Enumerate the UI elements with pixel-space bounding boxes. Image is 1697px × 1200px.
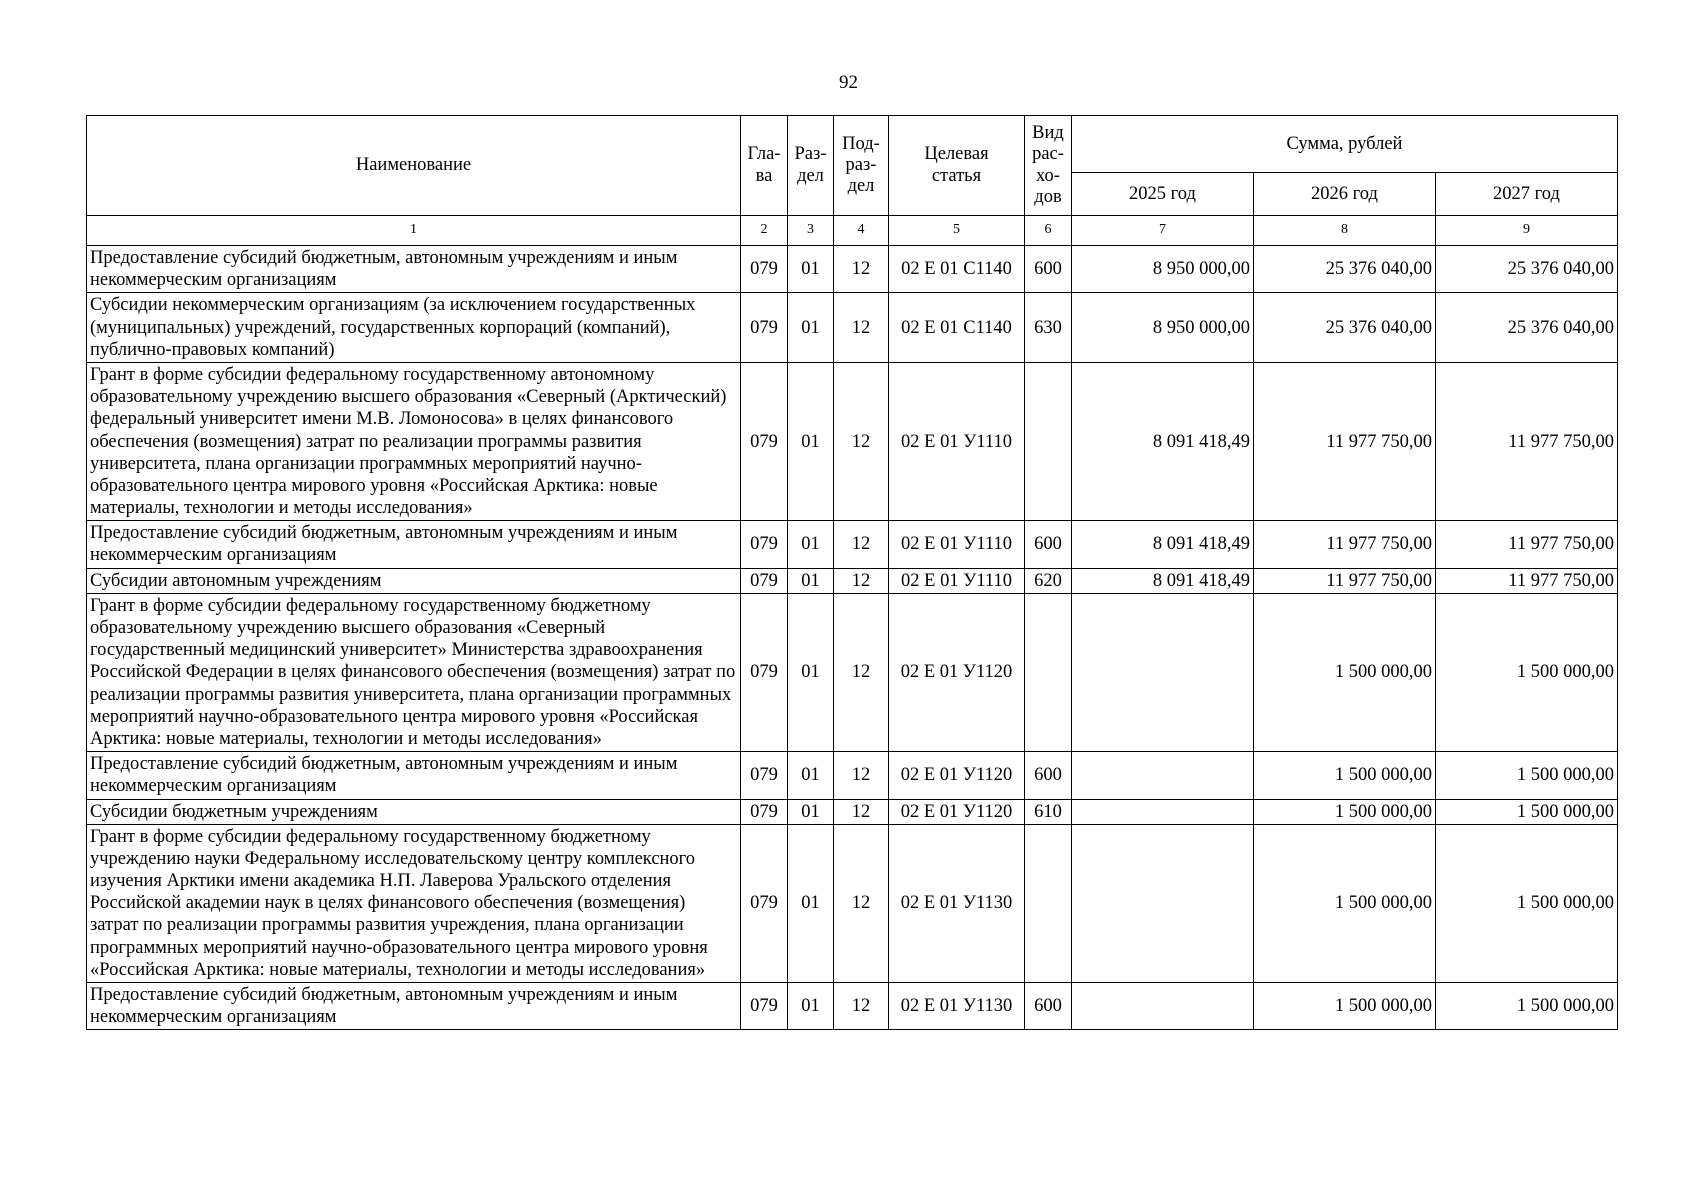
table-row [87, 362, 1618, 520]
cell-podrazdel: 12 [834, 568, 889, 593]
cell-sum-2027: 11 977 750,00 [1436, 568, 1618, 593]
header-glava: Гла- ва [741, 116, 788, 216]
header-year-2027: 2027 год [1436, 173, 1618, 216]
cell-sum-2025 [1072, 752, 1254, 799]
column-index: 5 [889, 216, 1025, 246]
column-index: 8 [1254, 216, 1436, 246]
cell-razdel: 01 [788, 568, 834, 593]
cell-vid-rashodov: 610 [1025, 799, 1072, 824]
cell-podrazdel: 12 [834, 521, 889, 568]
cell-celevaya-statya: 02 Е 01 У1110 [889, 568, 1025, 593]
cell-razdel: 01 [788, 752, 834, 799]
cell-podrazdel: 12 [834, 293, 889, 363]
table-row [87, 983, 1618, 1030]
cell-sum-2027: 11 977 750,00 [1436, 362, 1618, 520]
cell-podrazdel: 12 [834, 983, 889, 1030]
cell-podrazdel: 12 [834, 799, 889, 824]
cell-glava: 079 [741, 293, 788, 363]
cell-sum-2025 [1072, 799, 1254, 824]
cell-celevaya-statya: 02 Е 01 У1110 [889, 362, 1025, 520]
cell-celevaya-statya: 02 Е 01 У1130 [889, 983, 1025, 1030]
cell-sum-2026: 11 977 750,00 [1254, 362, 1436, 520]
column-index: 4 [834, 216, 889, 246]
cell-sum-2025 [1072, 983, 1254, 1030]
cell-glava: 079 [741, 824, 788, 982]
cell-sum-2027: 1 500 000,00 [1436, 824, 1618, 982]
table-body [87, 246, 1618, 1030]
cell-sum-2025: 8 950 000,00 [1072, 246, 1254, 293]
cell-vid-rashodov: 600 [1025, 752, 1072, 799]
cell-razdel: 01 [788, 593, 834, 751]
cell-name: Субсидии автономным учреждениям [87, 568, 741, 593]
cell-glava: 079 [741, 521, 788, 568]
cell-glava: 079 [741, 593, 788, 751]
column-index: 3 [788, 216, 834, 246]
cell-glava: 079 [741, 752, 788, 799]
column-index: 7 [1072, 216, 1254, 246]
cell-sum-2026: 25 376 040,00 [1254, 293, 1436, 363]
header-year-2025: 2025 год [1072, 173, 1254, 216]
cell-sum-2027: 1 500 000,00 [1436, 983, 1618, 1030]
cell-glava: 079 [741, 983, 788, 1030]
cell-celevaya-statya: 02 Е 01 У1120 [889, 752, 1025, 799]
cell-sum-2026: 1 500 000,00 [1254, 983, 1436, 1030]
cell-sum-2025: 8 950 000,00 [1072, 293, 1254, 363]
cell-razdel: 01 [788, 293, 834, 363]
cell-sum-2026: 11 977 750,00 [1254, 568, 1436, 593]
cell-celevaya-statya: 02 Е 01 У1130 [889, 824, 1025, 982]
cell-vid-rashodov [1025, 593, 1072, 751]
cell-sum-2027: 1 500 000,00 [1436, 799, 1618, 824]
header-celevaya-statya: Целевая статья [889, 116, 1025, 216]
cell-vid-rashodov: 600 [1025, 246, 1072, 293]
table-row [87, 568, 1618, 593]
cell-name: Грант в форме субсидии федеральному государственному автономному образовательному учреждению высшего образования «Северный (Арктический) федеральный университет имени М.В. Ломоносова» в целях финансового обеспечения (возмещения) затрат по реализации программы развития университета, плана организации программных мероприятий научно-образовательного центра мирового уровня «Российская Арктика: новые материалы, технологии и методы исследования» [87, 362, 741, 520]
cell-sum-2027: 11 977 750,00 [1436, 521, 1618, 568]
table-row [87, 752, 1618, 799]
cell-podrazdel: 12 [834, 593, 889, 751]
cell-name: Предоставление субсидий бюджетным, автономным учреждениям и иным некоммерческим организациям [87, 521, 741, 568]
table-row [87, 824, 1618, 982]
table-header [87, 116, 1618, 246]
cell-podrazdel: 12 [834, 362, 889, 520]
cell-sum-2025: 8 091 418,49 [1072, 362, 1254, 520]
column-index: 2 [741, 216, 788, 246]
cell-razdel: 01 [788, 521, 834, 568]
cell-celevaya-statya: 02 Е 01 У1120 [889, 593, 1025, 751]
cell-celevaya-statya: 02 Е 01 С1140 [889, 293, 1025, 363]
cell-razdel: 01 [788, 983, 834, 1030]
cell-vid-rashodov: 600 [1025, 521, 1072, 568]
cell-sum-2025 [1072, 824, 1254, 982]
cell-vid-rashodov: 620 [1025, 568, 1072, 593]
column-index: 1 [87, 216, 741, 246]
cell-vid-rashodov [1025, 824, 1072, 982]
cell-razdel: 01 [788, 362, 834, 520]
cell-sum-2026: 1 500 000,00 [1254, 799, 1436, 824]
cell-sum-2027: 1 500 000,00 [1436, 593, 1618, 751]
page-number: 92 [839, 72, 858, 93]
cell-sum-2026: 25 376 040,00 [1254, 246, 1436, 293]
cell-name: Субсидии бюджетным учреждениям [87, 799, 741, 824]
cell-celevaya-statya: 02 Е 01 С1140 [889, 246, 1025, 293]
cell-sum-2025: 8 091 418,49 [1072, 521, 1254, 568]
cell-vid-rashodov: 630 [1025, 293, 1072, 363]
cell-sum-2025 [1072, 593, 1254, 751]
cell-podrazdel: 12 [834, 824, 889, 982]
header-podrazdel: Под- раз- дел [834, 116, 889, 216]
column-index: 6 [1025, 216, 1072, 246]
cell-vid-rashodov: 600 [1025, 983, 1072, 1030]
cell-sum-2025: 8 091 418,49 [1072, 568, 1254, 593]
table-row [87, 293, 1618, 363]
cell-podrazdel: 12 [834, 246, 889, 293]
cell-name: Предоставление субсидий бюджетным, автономным учреждениям и иным некоммерческим организациям [87, 983, 741, 1030]
cell-razdel: 01 [788, 246, 834, 293]
cell-celevaya-statya: 02 Е 01 У1110 [889, 521, 1025, 568]
cell-sum-2027: 25 376 040,00 [1436, 293, 1618, 363]
cell-sum-2027: 25 376 040,00 [1436, 246, 1618, 293]
cell-sum-2026: 11 977 750,00 [1254, 521, 1436, 568]
cell-sum-2027: 1 500 000,00 [1436, 752, 1618, 799]
cell-glava: 079 [741, 799, 788, 824]
cell-razdel: 01 [788, 799, 834, 824]
cell-sum-2026: 1 500 000,00 [1254, 824, 1436, 982]
cell-sum-2026: 1 500 000,00 [1254, 593, 1436, 751]
budget-table [86, 115, 1618, 1030]
header-summa: Сумма, рублей [1072, 116, 1618, 173]
cell-glava: 079 [741, 362, 788, 520]
table-row [87, 799, 1618, 824]
cell-name: Субсидии некоммерческим организациям (за исключением государственных (муниципальных) учреждений, государственных корпораций (компаний), публично-правовых компаний) [87, 293, 741, 363]
cell-glava: 079 [741, 568, 788, 593]
header-year-2026: 2026 год [1254, 173, 1436, 216]
cell-celevaya-statya: 02 Е 01 У1120 [889, 799, 1025, 824]
cell-name: Грант в форме субсидии федеральному государственному бюджетному образовательному учреждению высшего образования «Северный государственный медицинский университет» Министерства здравоохранения Российской Федерации в целях финансового обеспечения (возмещения) затрат по реализации программы развития университета, плана организации программных мероприятий научно-образовательного центра мирового уровня «Российская Арктика: новые материалы, технологии и методы исследования» [87, 593, 741, 751]
header-razdel: Раз- дел [788, 116, 834, 216]
cell-glava: 079 [741, 246, 788, 293]
header-name: Наименование [87, 116, 741, 216]
cell-podrazdel: 12 [834, 752, 889, 799]
header-vid-rashodov: Вид рас- хо- дов [1025, 116, 1072, 216]
cell-name: Грант в форме субсидии федеральному государственному бюджетному учреждению науки Федеральному исследовательскому центру комплексного изучения Арктики имени академика Н.П. Лаверова Уральского отделения Российской академии наук в целях финансового обеспечения (возмещения) затрат по реализации программы развития учреждения, плана организации программных мероприятий научно-образовательного центра мирового уровня «Российская Арктика: новые материалы, технологии и методы исследования» [87, 824, 741, 982]
table-row [87, 593, 1618, 751]
cell-name: Предоставление субсидий бюджетным, автономным учреждениям и иным некоммерческим организациям [87, 752, 741, 799]
column-index: 9 [1436, 216, 1618, 246]
cell-razdel: 01 [788, 824, 834, 982]
table-row [87, 246, 1618, 293]
cell-sum-2026: 1 500 000,00 [1254, 752, 1436, 799]
table-row [87, 521, 1618, 568]
cell-vid-rashodov [1025, 362, 1072, 520]
cell-name: Предоставление субсидий бюджетным, автономным учреждениям и иным некоммерческим организациям [87, 246, 741, 293]
